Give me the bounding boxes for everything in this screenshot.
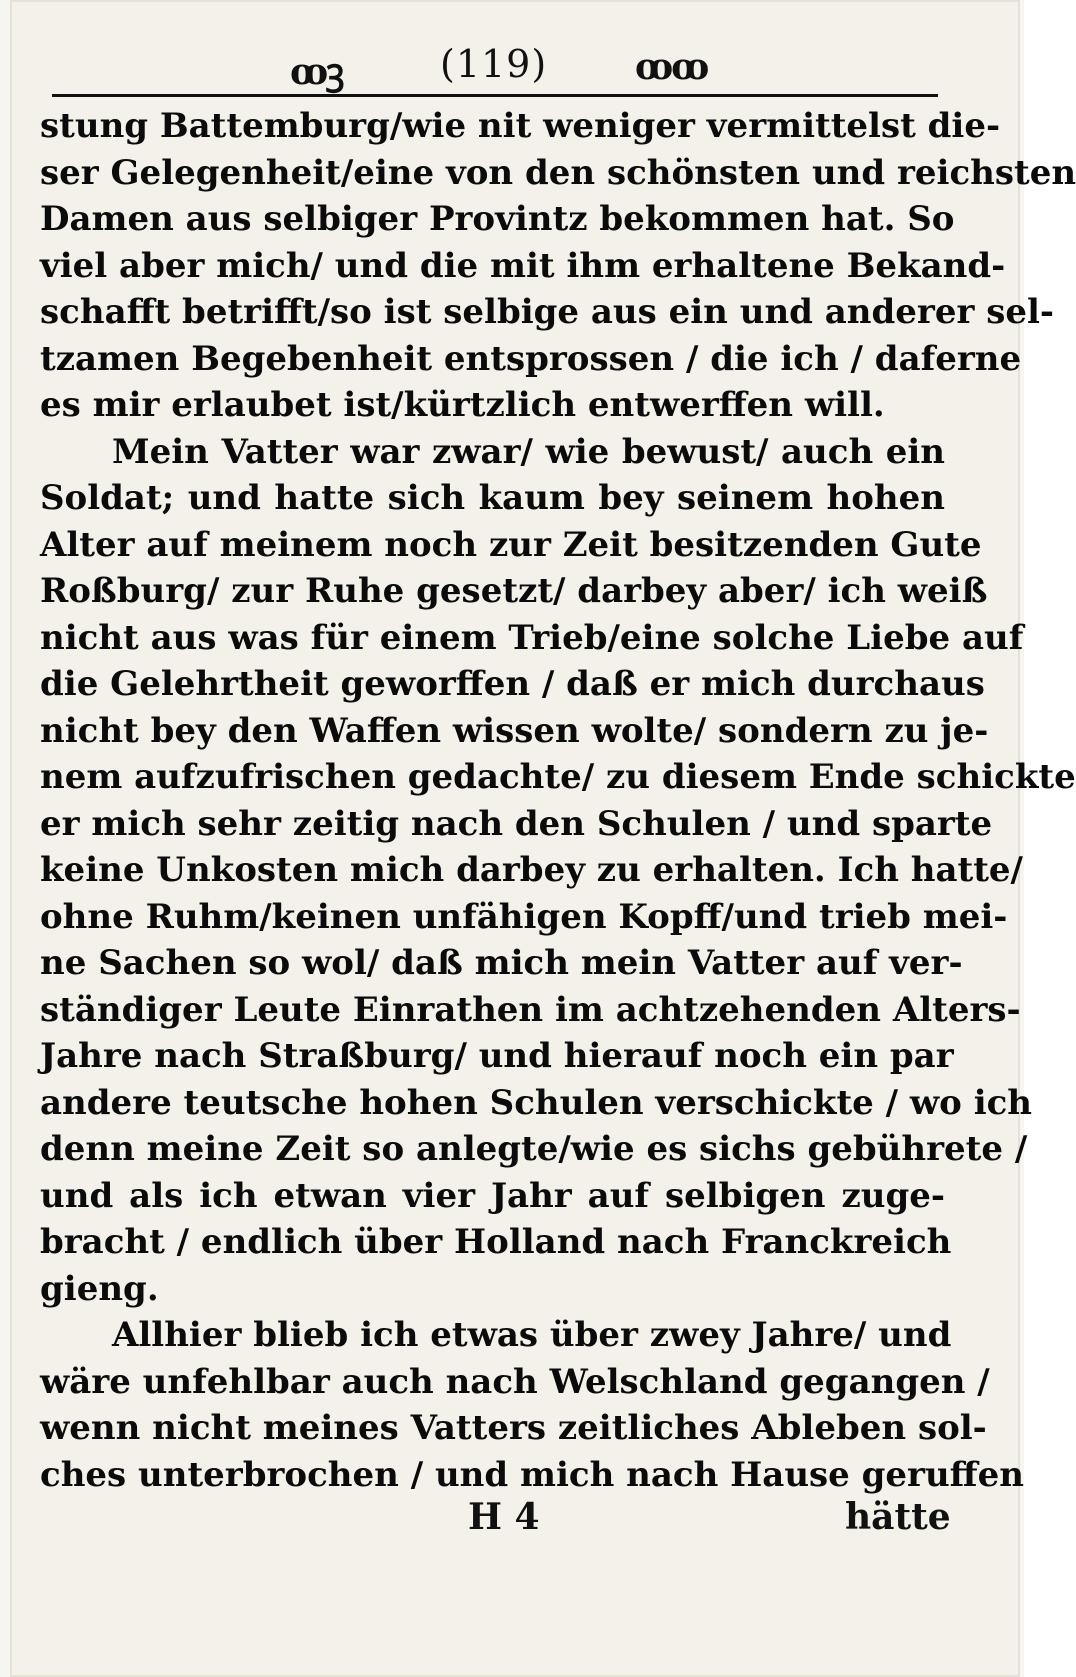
text-line: er mich sehr zeitig nach den Schulen / und sparte (40, 803, 993, 844)
text-line: viel aber mich/ und die mit ihm erhaltene Bekand- (40, 245, 1006, 286)
text-line: wenn nicht meines Vatters zeitliches Ableben sol- (40, 1408, 987, 1448)
text-line: nicht bey den Waffen wissen wolte/ sondern zu je- (40, 710, 989, 751)
text-line: Soldat; und hatte sich kaum bey seinem hohen (40, 478, 945, 518)
text-line: es mir erlaubet ist/kürtzlich entwerffen will. (40, 385, 885, 425)
text-line: ohne Ruhm/keinen unfähigen Kopff/und trieb mei- (40, 896, 1008, 937)
text-line: ne Sachen so wol/ daß mich mein Vatter auf ver- (40, 943, 963, 983)
page-footer (0, 1496, 1024, 1546)
header-rule (52, 94, 938, 97)
text-line: Damen aus selbiger Provintz bekommen hat. So (40, 199, 955, 239)
text-line: die Gelehrtheit geworffen / daß er mich durchaus (40, 664, 985, 704)
text-line: Jahre nach Straßburg/ und hierauf noch ein par (40, 1036, 954, 1076)
text-line: wäre unfehlbar auch nach Welschland gegangen / (40, 1361, 990, 1402)
text-line: Mein Vatter war zwar/ wie bewust/ auch ein (112, 431, 945, 472)
text-line: tzamen Begebenheit entsprossen / die ich / daferne (40, 338, 1022, 379)
text-line: bracht / endlich über Holland nach Franckreich (40, 1222, 952, 1262)
text-line: ches unterbrochen / und mich nach Hause geruffen (40, 1454, 1024, 1495)
text-line: ständiger Leute Einrathen im achtzehenden Alters- (40, 989, 1021, 1030)
text-line: ser Gelegenheit/eine von den schönsten und reichsten (40, 152, 1076, 193)
text-line: Allhier blieb ich etwas über zwey Jahre/ und (112, 1315, 952, 1355)
header-ornament-right: ꝏꝏ (635, 46, 708, 88)
signature-mark: H 4 (468, 1496, 540, 1538)
text-line: gieng. (40, 1268, 159, 1309)
text-line: schafft betrifft/so ist selbige aus ein und anderer sel- (40, 292, 1055, 332)
text-line: Alter auf meinem noch zur Zeit besitzenden Gute (40, 524, 982, 565)
catchword: hätte (845, 1496, 951, 1538)
text-line: und als ich etwan vier Jahr auf selbigen zuge- (40, 1175, 945, 1216)
text-line: andere teutsche hohen Schulen verschickte / wo ich (40, 1082, 1033, 1123)
page-body-text (40, 103, 1076, 1498)
text-line: denn meine Zeit so anlegte/wie es sichs gebührete / (40, 1129, 1028, 1169)
text-line: stung Battemburg/wie nit weniger vermittelst die- (40, 106, 1001, 146)
text-line: Roßburg/ zur Ruhe gesetzt/ darbey aber/ ich weiß (40, 571, 988, 611)
page-number: (119) (440, 42, 548, 86)
text-line: nem aufzufrischen gedachte/ zu diesem Ende schickte (40, 757, 1076, 797)
header-ornament-left: ꝏꝫ (290, 51, 343, 93)
text-line: nicht aus was für einem Trieb/eine solche Liebe auf (40, 617, 1024, 658)
running-header (0, 40, 1024, 100)
text-line: keine Unkosten mich darbey zu erhalten. Ich hatte/ (40, 850, 1023, 890)
